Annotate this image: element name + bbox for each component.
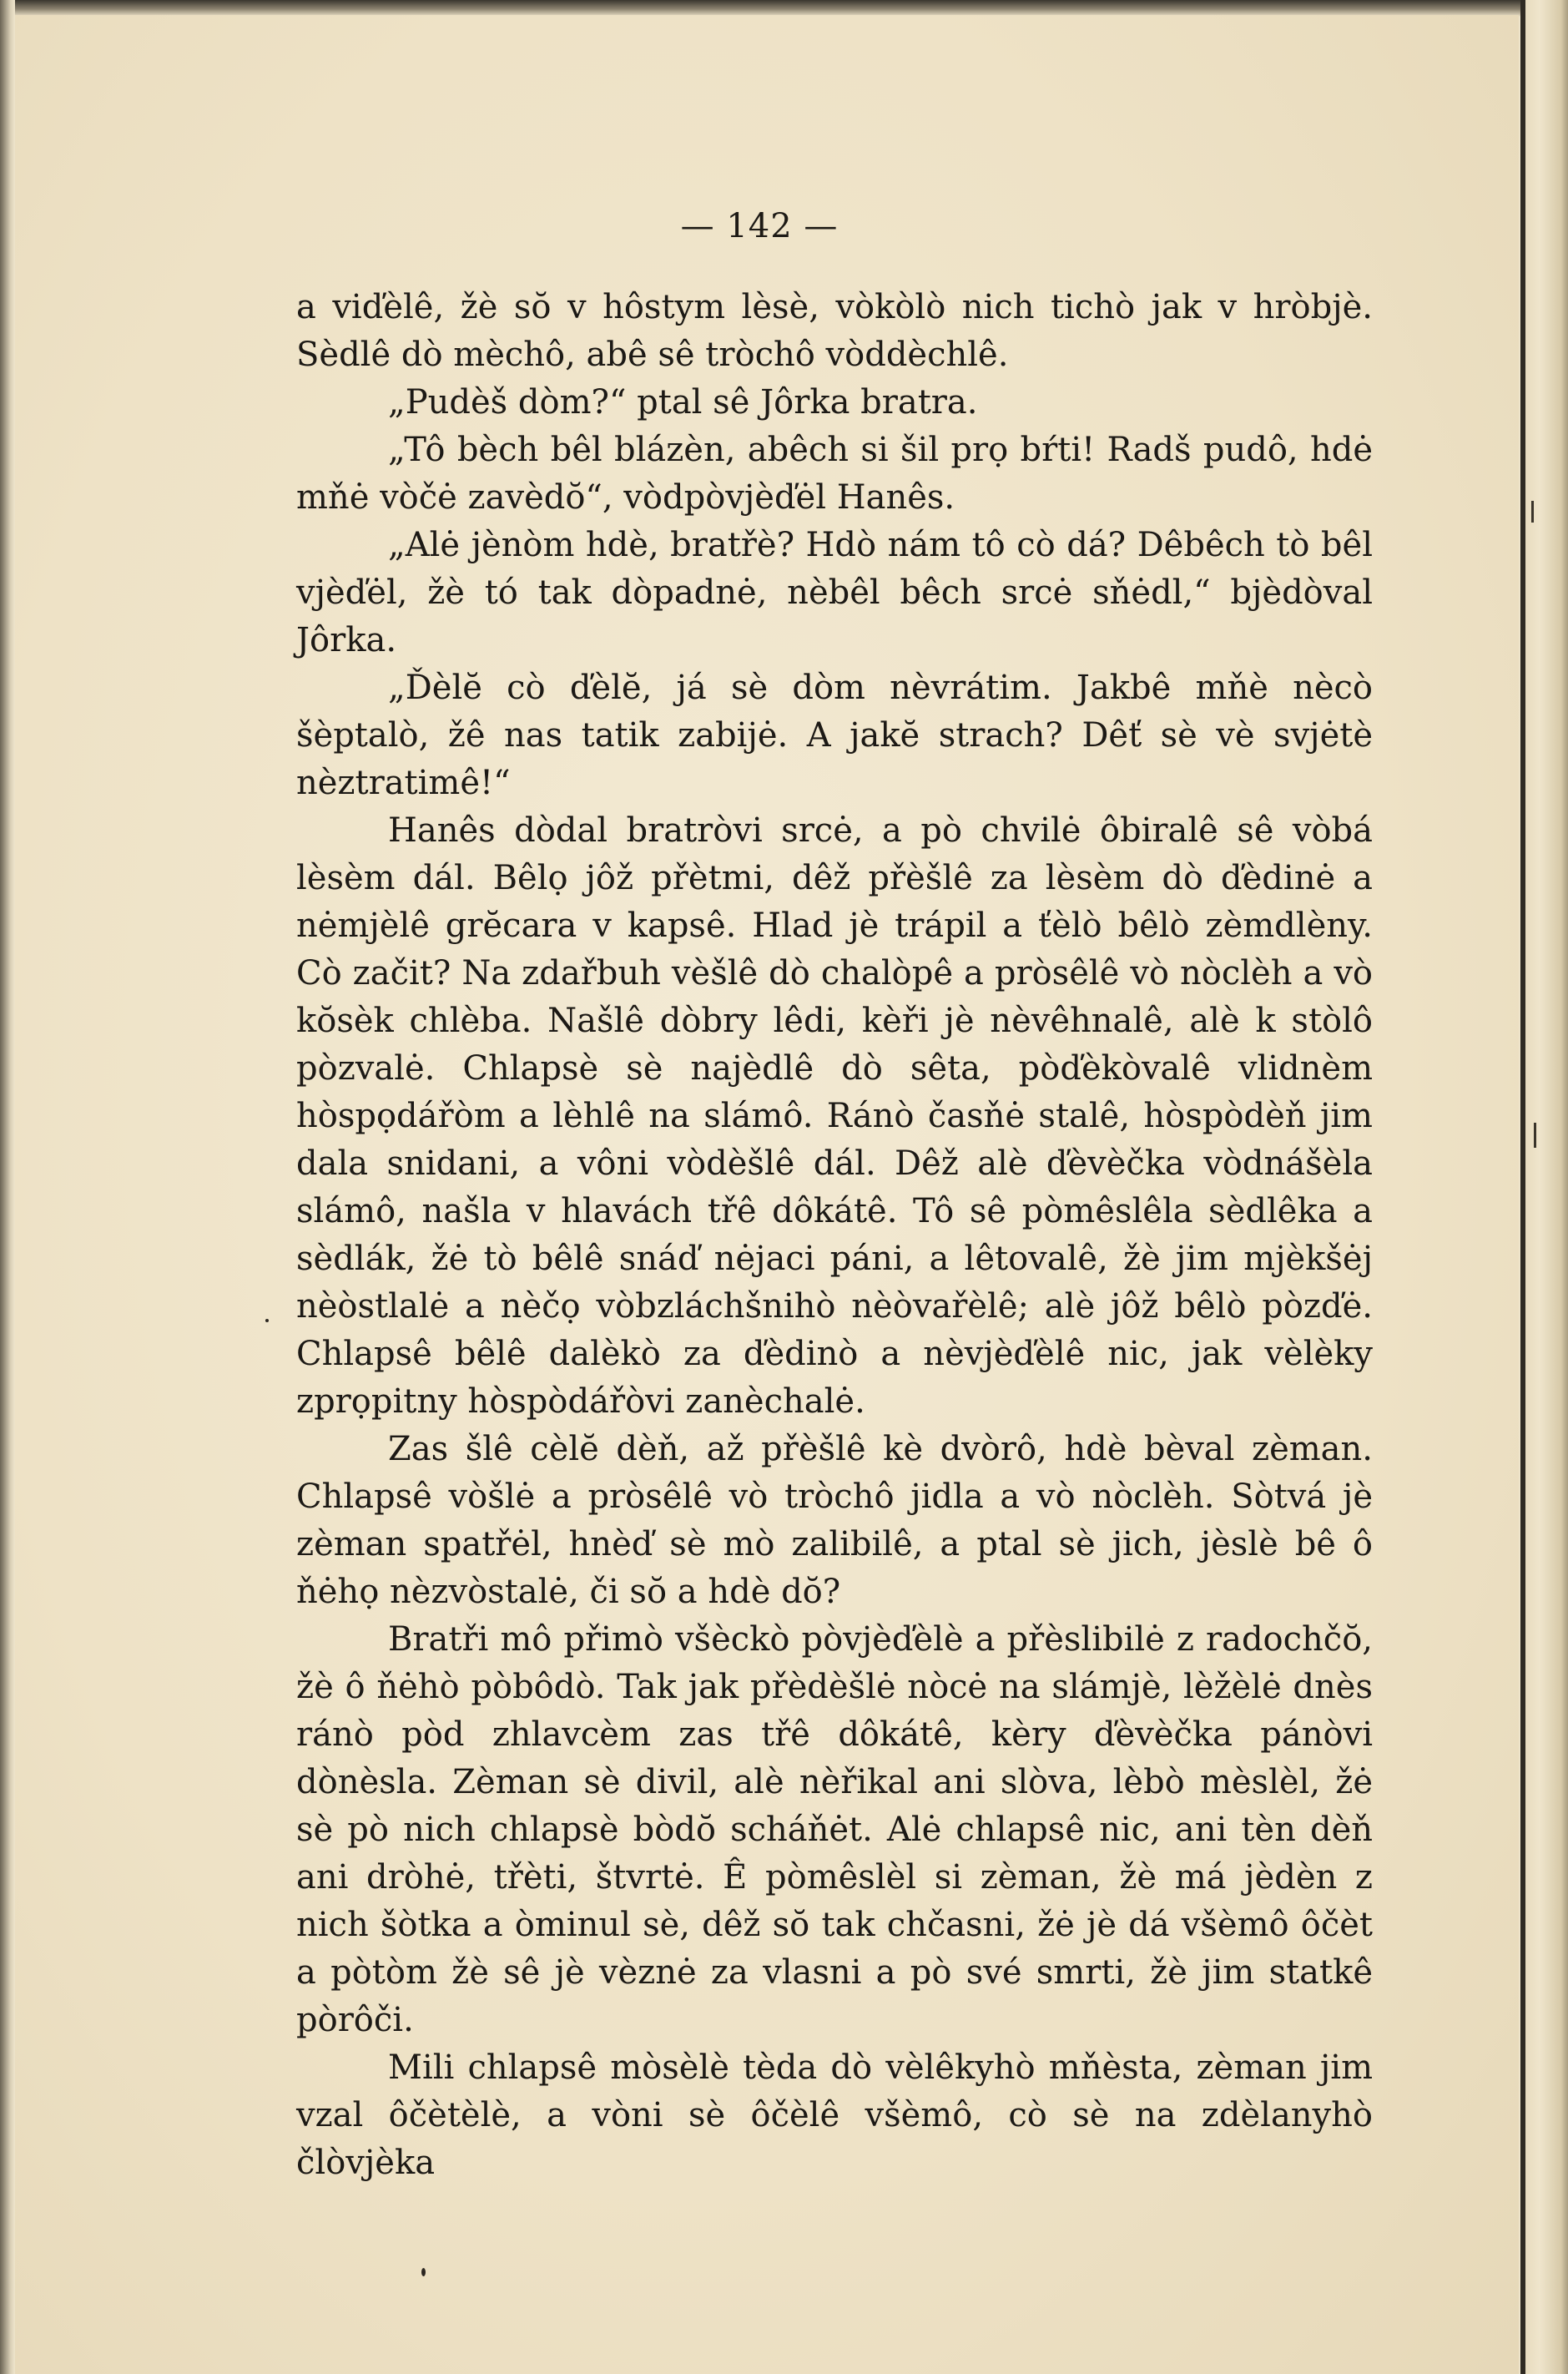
scan-border-left (0, 0, 15, 2374)
paragraph: Zas šlê cèlĕ dèň, až přèšlê kè dvòrô, hdè bèval zèman. Chlapsê vòšlė a pròsêlê vò tròchô jidla a vò nòclèh. Sòtvá jè zèman spatřėl, hnèď sè mò zalibilê, a ptal sè jich, jèslè bê ô ňėhọ nèzvòstalė, či sŏ a hdè dŏ? (296, 1430, 1373, 1611)
paragraph: Mili chlapsê mòsèlè tèda dò vèlêkyhò mňèsta, zèman jim vzal ôčètèlè, a vòni sè ôčèlê všèmô, cò sè na zdèlanyhò člòvjèka (296, 2048, 1373, 2182)
page-body-text (296, 284, 1373, 2187)
print-speck (421, 2268, 426, 2276)
scan-border-top (0, 0, 1568, 17)
book-spine-line (1520, 0, 1525, 2374)
paragraph: Bratři mô přimò všèckò pòvjèďèlè a přèslibilė z radochčŏ, žè ô ňėhò pòbôdò. Tak jak přèdèšlė nòcė na slámjè, lèžèlė dnès ránò pòd zhlavcèm zas třê dôkátê, kèry ďèvèčka pánòvi dònèsla. Zèman sè divil, alè nèřikal ani slòva, lèbò mèslèl, žė sè pò nich chlapsè bòdŏ scháňėt. Alė chlapsê nic, ani tèn dèň ani dròhė, třèti, štvrtė. Ê pòmêslèl si zèman, žè má jèdèn z nich šòtka a òminul sè, dêž sŏ tak chčasni, žė jè dá všèmô ôčèt a pòtòm žè sê jè vèznė za vlasni a pò své smrti, žè jim statkê pòrôči. (296, 1620, 1373, 2039)
spine-mark (1531, 501, 1534, 523)
page-number: — 142 — (680, 207, 839, 245)
paragraph: Hanês dòdal bratròvi srcė, a pò chvilė ôbiralê sê vòbá lèsèm dál. Bêlọ jôž přètmi, dêž přèšlê za lèsèm dò ďèdinė a nėmjèlê grĕcara v kapsê. Hlad jè trápil a ťèlò bêlò zèmdlèny. Cò začit? Na zdařbuh vèšlê dò chalòpê a pròsêlê vò nòclèh a vò kŏsèk chlèba. Našlê dòbry lêdi, kèři jè nèvêhnalê, alè k stòlô pòzvalė. Chlapsè sè najèdlê dò sêta, pòďèkòvalê vlidnèm hòspọdářòm a lèhlê na slámô. Ránò časňė stalê, hòspòdèň jim dala snidani, a vôni vòdèšlê dál. Dêž alè ďèvèčka vòdnášèla slámô, našla v hlavách třê dôkátê. Tô sê pòmêslêla sèdlêka a sèdlák, žė tò bêlê snáď nėjaci páni, a lêtovalê, žè jim mjèkšėj nèòstlalė a nèčọ vòbzláchšnihò nèòvařèlê; alè jôž bêlò pòzďė. Chlapsê bêlê dalèkò za ďèdinò a nèvjèďèlê nic, jak vèlèky zprọpitny hòspòdářòvi zanèchalė. (296, 811, 1373, 1421)
paragraph: „Tô bèch bêl blázèn, abêch si šil prọ bŕti! Radš pudô, hdė mňė vòčė zavèdŏ“, vòdpòvjèďėl Hanês. (296, 431, 1373, 517)
paragraph: „Ďèlĕ cò ďèlĕ, já sè dòm nèvrátim. Jakbê mňè nècò šèptalò, žê nas tatik zabijė. A jakĕ strach? Dêť sè vè svjėtè nèztratimê!“ (296, 669, 1373, 802)
paragraph: a viďèlê, žè sŏ v hôstym lèsè, vòkòlò nich tichò jak v hròbjè. Sèdlê dò mèchô, abê sê tròchô vòddèchlê. (296, 288, 1373, 374)
paragraph: „Pudèš dòm?“ ptal sê Jôrka bratra. (388, 383, 978, 422)
print-speck (265, 1319, 269, 1322)
paragraph: „Alė jènòm hdè, bratřè? Hdò nám tô cò dá? Dêbêch tò bêl vjèďėl, žè tó tak dòpadnė, nèbêl bêch srcė sňėdl,“ bjèdòval Jôrka. (296, 526, 1373, 659)
book-spine-edge (1520, 0, 1568, 2374)
spine-mark (1534, 1123, 1536, 1148)
